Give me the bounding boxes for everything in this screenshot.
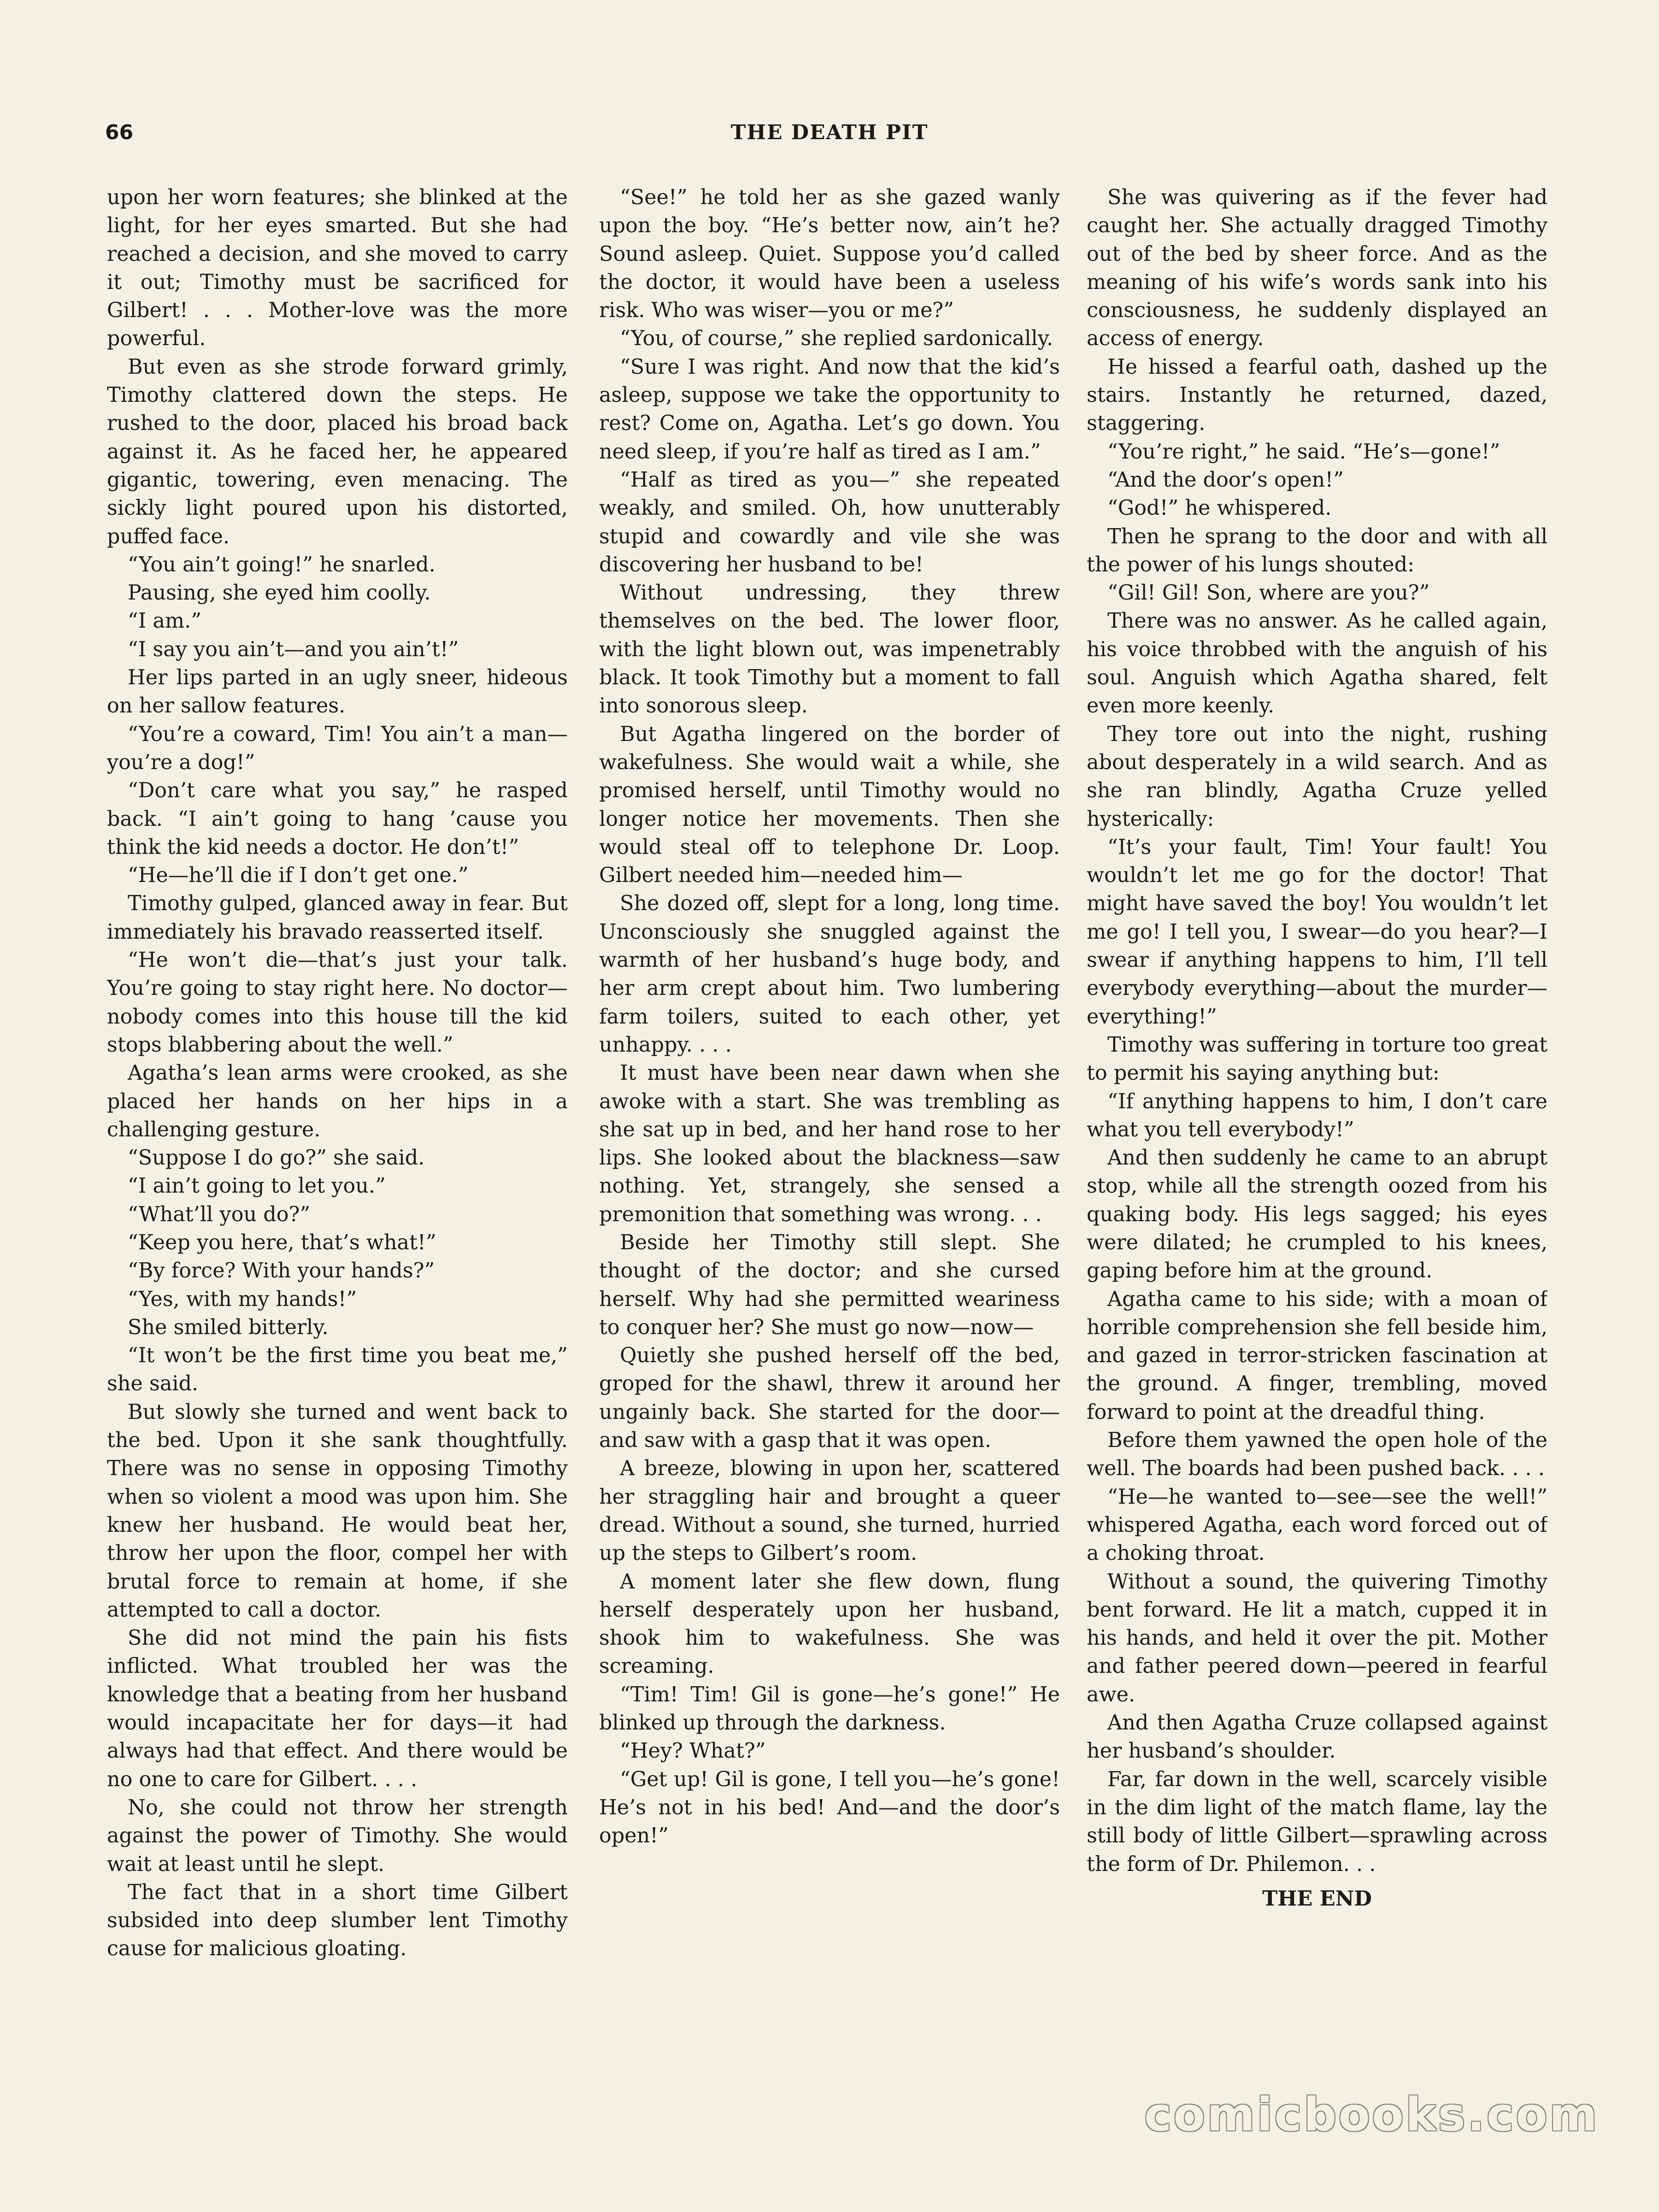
paragraph: Beside her Timothy still slept. She thought of the doctor; and she cursed herself. Why had she permitted weariness to conquer her? She must go now—now— xyxy=(599,1230,1060,1339)
paragraph: Then he sprang to the door and with all the power of his lungs shouted: xyxy=(1087,524,1547,577)
paragraph: There was no answer. As he called again, his voice throbbed with the anguish of his soul. Anguish which Agatha shared, felt even more keenly. xyxy=(1087,609,1547,718)
paragraph: “God!” he whispered. xyxy=(1107,496,1332,520)
text-column-1 xyxy=(107,183,568,2147)
paragraph: “Tim! Tim! Gil is gone—he’s gone!” He blinked up through the darkness. xyxy=(599,1683,1060,1735)
paragraph: “Keep you here, that’s what!” xyxy=(128,1230,436,1254)
paragraph: “Half as tired as you—” she repeated weakly, and smiled. Oh, how unutterably stupid and cowardly and vile she was discovering her husband to be! xyxy=(599,468,1060,577)
paragraph: She was quivering as if the fever had caught her. She actually dragged Timothy out of the bed by sheer force. And as the meaning of his wife’s words sank into his consciousness, he suddenly displayed an access of energy. xyxy=(1087,186,1547,351)
paragraph: Her lips parted in an ugly sneer, hideous on her sallow features. xyxy=(107,666,568,718)
paragraph: And then Agatha Cruze collapsed against her husband’s shoulder. xyxy=(1087,1711,1547,1763)
the-end-label: THE END xyxy=(1262,1886,1372,1911)
text-column-3 xyxy=(1087,183,1547,2147)
paragraph: She dozed off, slept for a long, long time. Unconsciously she snuggled against the warmth of her husband’s huge body, and her arm crept about him. Two lumbering farm toilers, suited to each other, yet unhappy. . . . xyxy=(599,892,1060,1057)
paragraph: “It’s your fault, Tim! Your fault! You wouldn’t let me go for the doctor! That might have saved the boy! You wouldn’t let me go! I tell you, I swear—do you hear?—I swear if anything happens to him, I’ll tell everybody everything—about the murder—everything!” xyxy=(1087,835,1547,1029)
paragraph: “He—he’ll die if I don’t get one.” xyxy=(128,864,469,888)
paragraph: Before them yawned the open hole of the well. The boards had been pushed back. . . . xyxy=(1087,1429,1547,1481)
paragraph: “And the door’s open!” xyxy=(1107,468,1344,492)
paragraph: “What’ll you do?” xyxy=(128,1202,311,1226)
watermark-logo: comicbooks.com xyxy=(1144,2088,1599,2141)
paragraph: “Get up! Gil is gone, I tell you—he’s gone! He’s not in his bed! And—and the door’s open!” xyxy=(599,1767,1060,1848)
paragraph: A moment later she flew down, flung herself desperately upon her husband, shook him to wakefulness. She was screaming. xyxy=(599,1570,1060,1678)
paragraph: No, she could not throw her strength against the power of Timothy. She would wait at least until he slept. xyxy=(107,1795,568,1876)
paragraph: But Agatha lingered on the border of wakefulness. She would wait a while, she promised herself, until Timothy would no longer notice her movements. Then she would steal off to telephone Dr. Loop. Gilbert needed him—needed him— xyxy=(599,722,1060,888)
paragraph: “By force? With your hands?” xyxy=(128,1259,435,1283)
paragraph: He hissed a fearful oath, dashed up the stairs. Instantly he returned, dazed, staggering. xyxy=(1087,355,1547,435)
paragraph: It must have been near dawn when she awoke with a start. She was trembling as she sat up in bed, and her hand rose to her lips. She looked about the blackness—saw nothing. Yet, strangely, she sensed a premonition that something was wrong. . . xyxy=(599,1061,1060,1226)
paragraph: And then suddenly he came to an abrupt stop, while all the strength oozed from his quaking body. His legs sagged; his eyes were dilated; he crumpled to his knees, gaping before him at the ground. xyxy=(1087,1146,1547,1283)
paragraph: “You ain’t going!” he snarled. xyxy=(128,553,435,577)
paragraph: But even as she strode forward grimly, Timothy clattered down the steps. He rushed to the door, placed his broad back against it. As he faced her, he appeared gigantic, towering, even menacing. The sickly light poured upon his distorted, puffed face. xyxy=(107,355,568,548)
paragraph: A breeze, blowing in upon her, scattered her straggling hair and brought a queer dread. Without a sound, she turned, hurried up the steps to Gilbert’s room. xyxy=(599,1457,1060,1565)
paragraph: “I ain’t going to let you.” xyxy=(128,1174,386,1198)
paragraph: “I am.” xyxy=(128,609,202,633)
paragraph: But slowly she turned and went back to the bed. Upon it she sank thoughtfully. There was no sense in opposing Timothy when so violent a mood was upon him. She knew her husband. He would beat her, throw her upon the floor, compel her with brutal force to remain at home, if she attempted to call a doctor. xyxy=(107,1400,568,1622)
running-header: THE DEATH PIT xyxy=(730,121,929,144)
paragraph: Timothy was suffering in torture too great to permit his saying anything but: xyxy=(1087,1033,1547,1085)
paragraph: “You, of course,” she replied sardonically. xyxy=(620,327,1053,351)
paragraph: Agatha came to his side; with a moan of horrible comprehension she fell beside him, and gazed in terror-stricken fascination at the ground. A finger, trembling, moved forward to point at the dreadful thing. xyxy=(1087,1287,1547,1424)
paragraph: “Yes, with my hands!” xyxy=(128,1287,357,1311)
paragraph: “Hey? What?” xyxy=(620,1739,766,1763)
page-number: 66 xyxy=(105,121,134,144)
paragraph: They tore out into the night, rushing about desperately in a wild search. And as she ran blindly, Agatha Cruze yelled hysterically: xyxy=(1087,722,1547,831)
paragraph: “I say you ain’t—and you ain’t!” xyxy=(128,637,459,661)
paragraph: “If anything happens to him, I don’t care what you tell everybody!” xyxy=(1087,1089,1547,1141)
paragraph: Timothy gulped, glanced away in fear. But immediately his bravado reasserted itself. xyxy=(107,892,568,944)
paragraph: Quietly she pushed herself off the bed, groped for the shawl, threw it around her ungainly back. She started for the door—and saw with a gasp that it was open. xyxy=(599,1344,1060,1453)
text-column-2 xyxy=(599,183,1060,2147)
paragraph: Pausing, she eyed him coolly. xyxy=(128,581,431,605)
paragraph: “He won’t die—that’s just your talk. You’re going to stay right here. No doctor—nobody comes into this house till the kid stops blabbering about the well.” xyxy=(107,948,568,1057)
paragraph: She did not mind the pain his fists inflicted. What troubled her was the knowledge that a beating from her husband would incapacitate her for days—it had always had that effect. And there would be no one to care for Gilbert. . . . xyxy=(107,1626,568,1791)
paragraph: “See!” he told her as she gazed wanly upon the boy. “He’s better now, ain’t he? Sound asleep. Quiet. Suppose you’d called the doctor, it would have been a useless risk. Who was wiser—you or me?” xyxy=(599,186,1060,323)
paragraph: She smiled bitterly. xyxy=(128,1315,329,1339)
paragraph: Without a sound, the quivering Timothy bent forward. He lit a match, cupped it in his hands, and held it over the pit. Mother and father peered down—peered in fearful awe. xyxy=(1087,1570,1547,1706)
paragraph: “Don’t care what you say,” he rasped back. “I ain’t going to hang ’cause you think the kid needs a doctor. He don’t!” xyxy=(107,779,568,859)
paragraph: “It won’t be the first time you beat me,” she said. xyxy=(107,1344,568,1396)
paragraph: “Suppose I do go?” she said. xyxy=(128,1146,425,1170)
paragraph: “You’re a coward, Tim! You ain’t a man—you’re a dog!” xyxy=(107,722,568,774)
paragraph: “He—he wanted to—see—see the well!” whispered Agatha, each word forced out of a choking throat. xyxy=(1087,1485,1547,1565)
paragraph: Without undressing, they threw themselves on the bed. The lower floor, with the light blown out, was impenetrably black. It took Timothy but a moment to fall into sonorous sleep. xyxy=(599,581,1060,718)
paragraph: The fact that in a short time Gilbert subsided into deep slumber lent Timothy cause for malicious gloating. xyxy=(107,1880,568,1961)
paragraph: “Sure I was right. And now that the kid’s asleep, suppose we take the opportunity to rest? Come on, Agatha. Let’s go down. You need sleep, if you’re half as tired as I am.” xyxy=(599,355,1060,464)
paragraph: Agatha’s lean arms were crooked, as she placed her hands on her hips in a challenging gesture. xyxy=(107,1061,568,1141)
paragraph: “You’re right,” he said. “He’s—gone!” xyxy=(1107,440,1500,464)
paragraph: “Gil! Gil! Son, where are you?” xyxy=(1107,581,1430,605)
paragraph: Far, far down in the well, scarcely visible in the dim light of the match flame, lay the still body of little Gilbert—sprawling across the form of Dr. Philemon. . . xyxy=(1087,1767,1547,1876)
paragraph: upon her worn features; she blinked at the light, for her eyes smarted. But she had reached a decision, and she moved to carry it out; Timothy must be sacrificed for Gilbert! . . . Mother-love was the more powerful. xyxy=(107,186,568,351)
